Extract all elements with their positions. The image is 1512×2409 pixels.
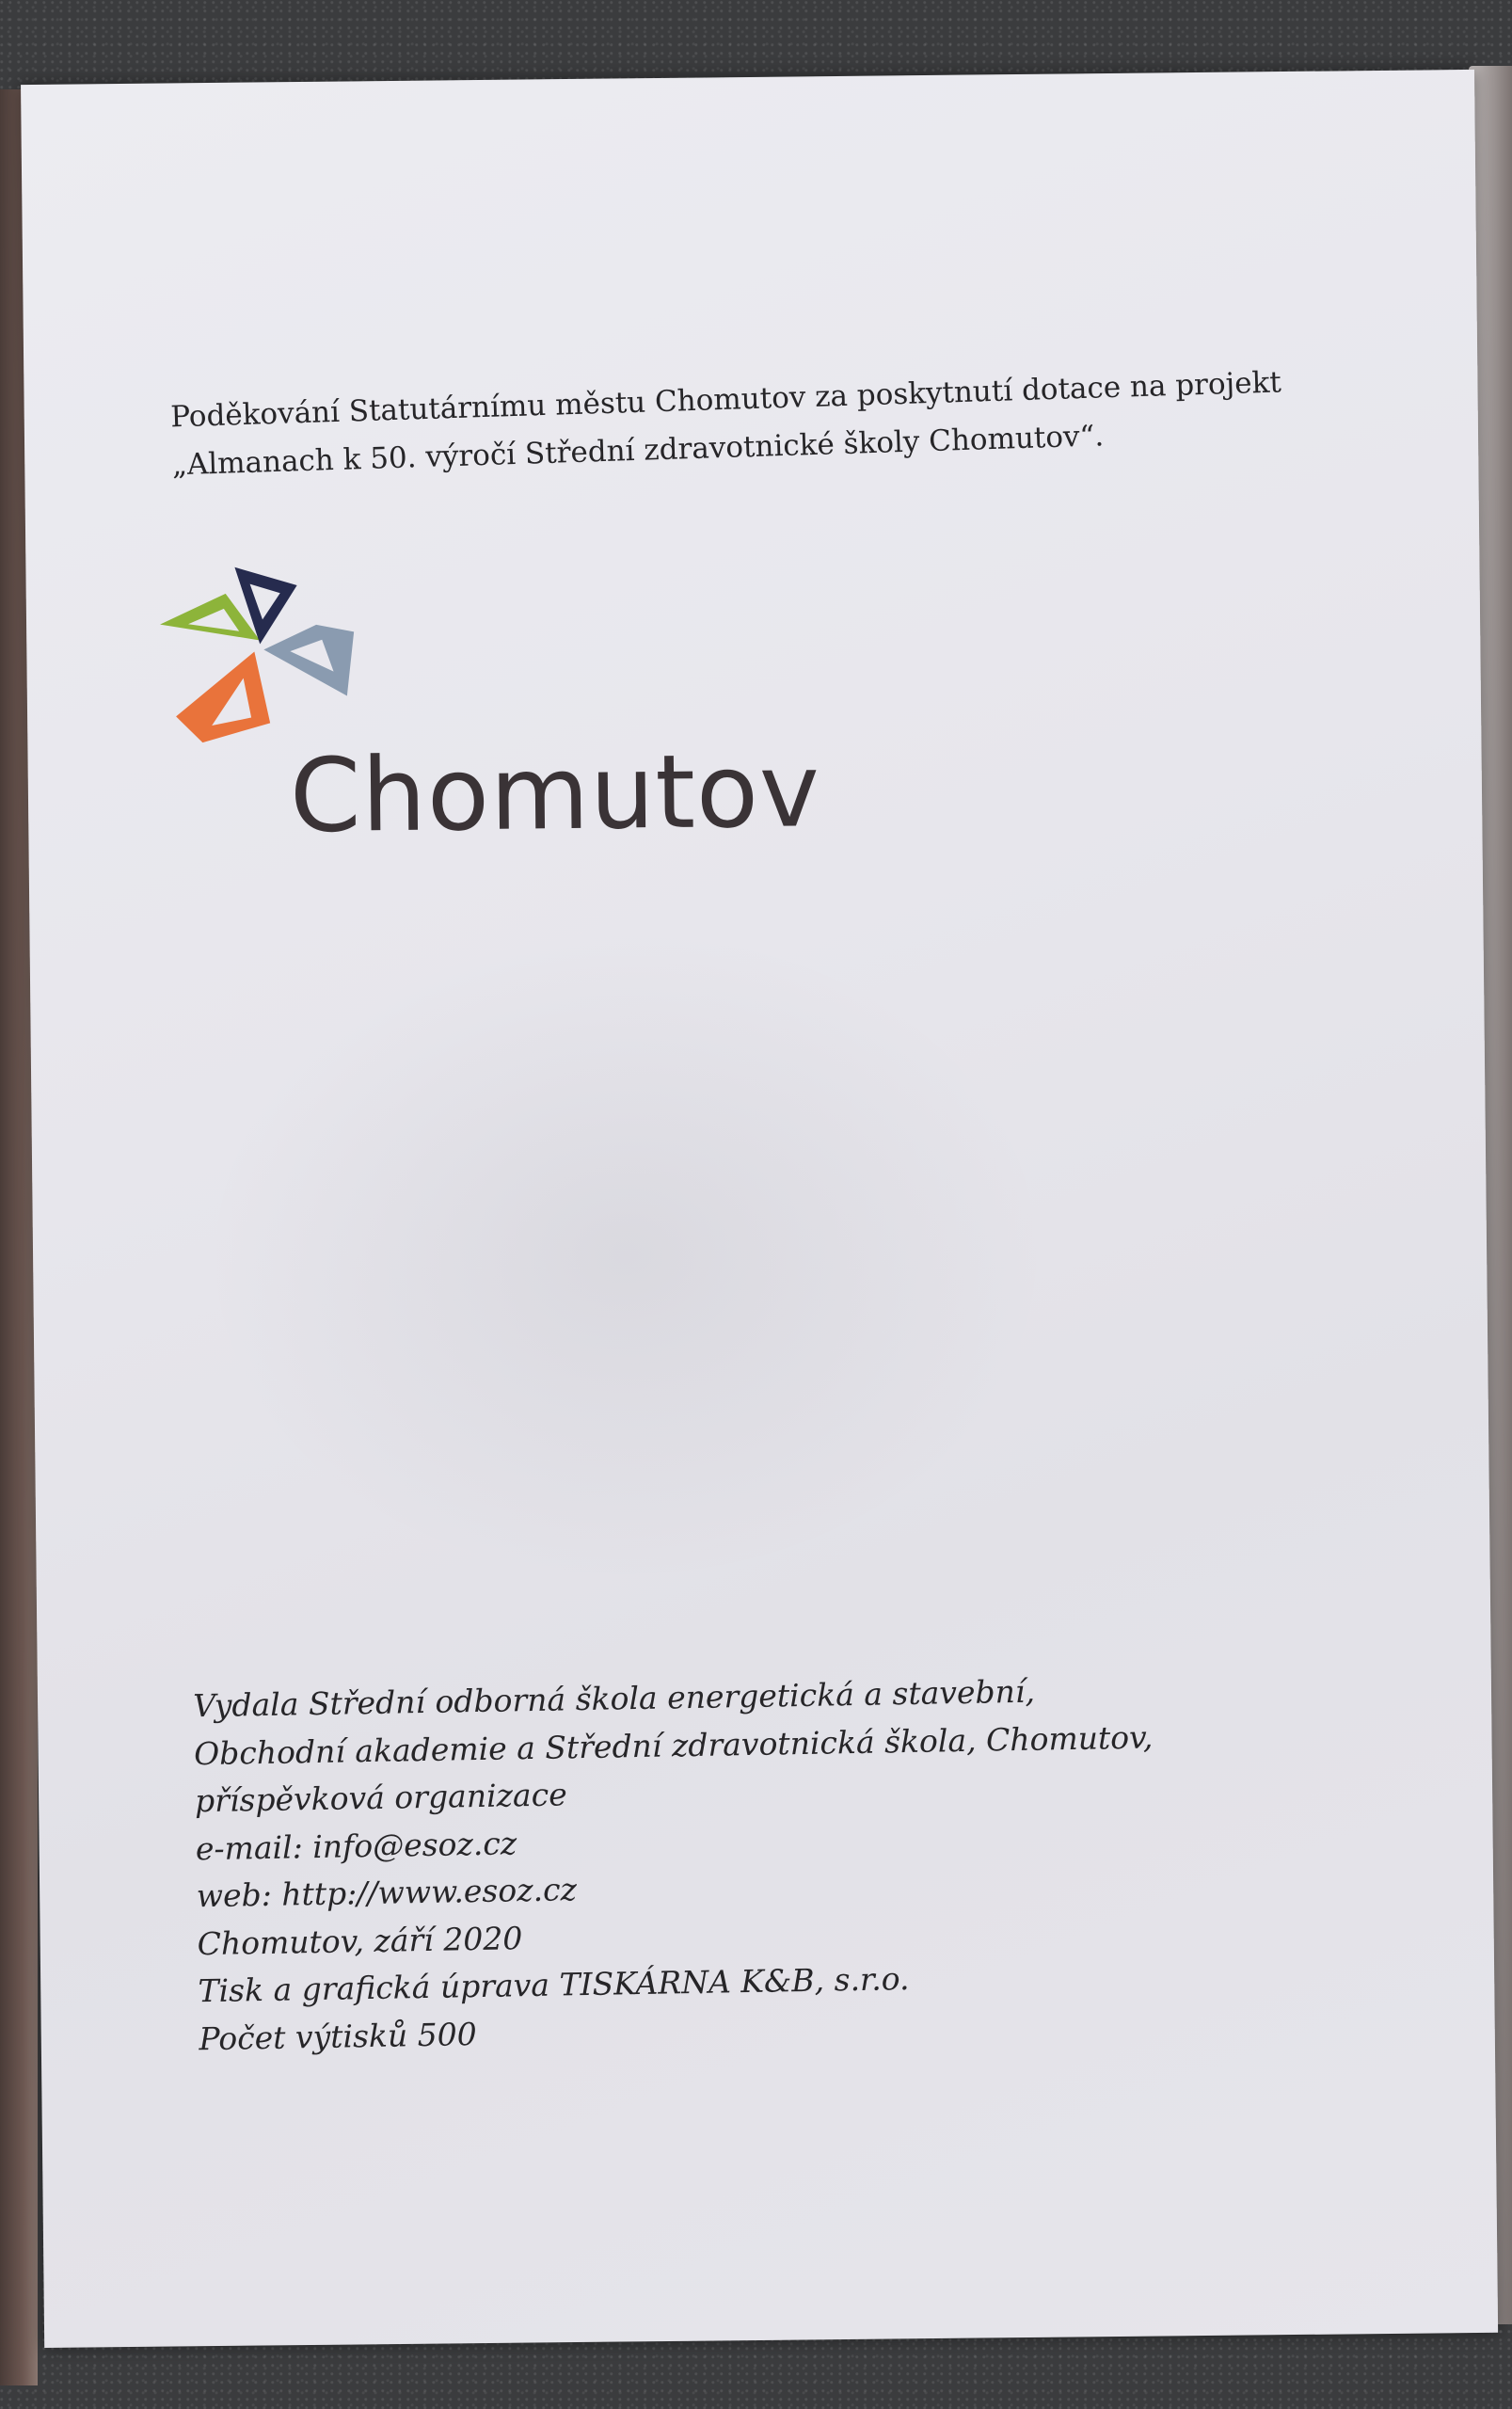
imprint-web: web: http://www.esoz.cz (196, 1871, 578, 1915)
acknowledgement-text (169, 357, 1348, 489)
chomutov-logo (148, 551, 829, 898)
imprint-line: Vydala Střední odborná škola energetická a stavební, (192, 1672, 1036, 1725)
imprint-email: e-mail: info@esoz.cz (195, 1824, 517, 1867)
book-page (21, 70, 1498, 2348)
imprint-line: příspěvková organizace (194, 1776, 567, 1820)
imprint-printer: Tisk a grafická úprava TISKÁRNA K&B, s.r.o. (198, 1960, 910, 2010)
imprint-date: Chomutov, září 2020 (197, 1919, 523, 1962)
imprint-line: Obchodní akademie a Střední zdravotnická škola, Chomutov, (193, 1717, 1154, 1772)
imprint-print-run: Počet výtisků 500 (199, 2015, 477, 2057)
acknowledgement-line-2: „Almanach k 50. výročí Střední zdravotnické školy Chomutov“. (171, 419, 1105, 483)
imprint-block (193, 1665, 1234, 2063)
logo-wordmark: Chomutov (289, 732, 821, 856)
acknowledgement-line-1: Poděkování Statutárnímu městu Chomutov za poskytnutí dotace na projekt (169, 365, 1282, 435)
